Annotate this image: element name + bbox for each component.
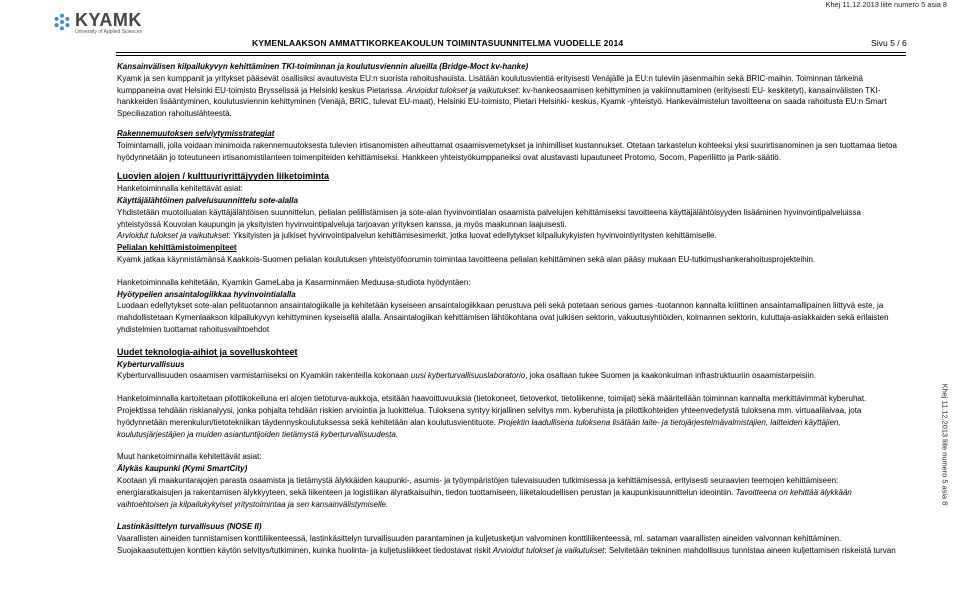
section-kv-results-text: : kv-hankeosaamisen kehittyminen ja vakiinnuttaminen (erityisesti EU- keskitetyt), kansainvälisten TKI-hankkeiden lisääntyminen, koulutusviennin kehittyminen (Venäjä, BRIC, tulevat EU-maat), Helsinki EU-toimisto, Pietari Helsinki- keskus, Kyamk -yhteistyö. Hankevalmistelun tavoitteena on saada rahoitusta EU:n Smart Speciliazation rahoituslähteestä. (117, 85, 887, 119)
kyber-pilot-paragraph (117, 393, 903, 440)
section-luovat-sub: Hanketoiminnalla kehitettävät asiat: (117, 184, 243, 194)
smartcity-text: Kootaan yli maakuntarajojen parasta osaamista ja tietämystä älykkäiden kaupunki-, asumis- ja työympäristöjen tulevaisuuden tutkimisessa ja kehittämisessä, erityisesti seuraavien teemojen kehittämiseen: energiaratkaisujen ja rakentamisen älykkyyteen, sekä liikenteen ja logistiikan älyratkaisuihin, tiedon tuottamiseen, liiketaloudellisen perustan ja kaupunkisuunnittelun ideointiin. (117, 475, 839, 497)
project-smartcity-title: Älykäs kaupunki (Kymi SmartCity) (117, 464, 248, 474)
logo-subtitle: University of Applied Sciences (75, 29, 142, 35)
nose-text: Vaarallisten aineiden tunnistamisen konttiliikenteessä, lastinkäsittelyn turvallisuuden parantaminen ja kuljetusketjun valvominen konttiliikenteessä, ml. sataman vaarallisten aineiden valvonnan kehittäminen. Suojakaasutettujen konttien käytön selvitys/tutkiminen, kuinka huolinta- ja kuljetusliikkeet tiedostavat riskit (117, 534, 842, 555)
page-number: Sivu 5 / 6 (871, 38, 907, 48)
archive-stamp-top: Khej 11.12.2013 liite numero 5 asia 8 (825, 0, 947, 9)
section-kv-paragraph (117, 73, 903, 120)
kyber-text-lab: uusi kyberturvallisuuslaboratorio (410, 371, 526, 381)
project-kyber-text (117, 370, 903, 382)
project-smartcity-text (117, 475, 903, 510)
project-palvelusuunnittelu-text: Yhdistetään muotoilualan käyttäjälähtöisen suunnittelun, pelialan pelillistämisen ja sote-alan hyvinvointialan osaamista palvelujen kehittämiseksi tavoitteena käyttäjälähtöisyyden lisääminen hyvinvointipalveluissa yhteistyössä Kouvolan kaupungin ja yksityisten hyvinvointipalveluja tarjoavan yrityksen kanssa, ja myös maakunnan laajuisesti. (117, 207, 861, 229)
pelialan-paragraph: Kyamk jatkaa käynnistämänsä Kaakkois-Suomen pelialan koulutuksen yhteistyöfoorumin toimintaa tavoitteena pelialan kehittäminen sekä alan pääsy mukaan EU-tutkimushankerahoitusprojekteihin. (117, 254, 816, 264)
section-kv-text: Kyamk ja sen kumppanit ja yritykset pääsevät osallisiksi avautuvista EU:n suorista rahoitushauista. Lisätään koulutusvientiä erityisesti Venäjälle ja EU:n tuleviin jäsenmaihin sekä BRIC-maihin. Toiminnan tärkeinä kumppaneina ovat Helsinki EU-toimisto Brysselissä ja Helsinki keskus Pietarissa. (117, 73, 863, 95)
project-kyber-title: Kyberturvallisuus (117, 359, 185, 369)
kyamk-logo (53, 10, 143, 38)
archive-stamp-side: Khej 11.12.2013 liite numero 5 asia 8 (940, 383, 950, 506)
section-muut-sub: Muut hanketoiminnalla kehitettävät asiat: (117, 452, 262, 462)
kyber-text-a: Kyberturvallisuuden osaamisen varmistamiseksi on Kyamkiin rakenteilla kokonaan (117, 371, 411, 381)
gamelab-intro: Hanketoiminnalla kehitetään, Kyamkin GameLaba ja Kasarminmäen Meduusa-studiota hyödyntäen: (117, 277, 471, 287)
document-body (117, 61, 903, 557)
section-teknologia-heading: Uudet teknologia-aihiot ja sovelluskohteet (117, 346, 298, 357)
project-palvelusuunnittelu-title: Käyttäjälähtöinen palvelusuunnittelu sote-alalla (117, 195, 298, 205)
project-palvelusuunnittelu-results (117, 230, 903, 242)
page-header-title: KYMENLAAKSON AMMATTIKORKEAKOULUN TOIMINTASUUNNITELMA VUODELLE 2014 (252, 38, 624, 48)
header-rule-top (116, 52, 906, 53)
kyber-pilot-quality: Projektin laadullisena tuloksena lisätään laite- ja tietojärjestelmävalmistajien, laitteiden käyttäjien, koulutusjärjestäjien ja muiden asiantuntijoiden tietämystä kyberturvallisuudesta. (117, 417, 841, 439)
results-text: : Yksityisten ja julkiset hyvinvointipalvelun kehittämisesimerkit, jotka luovat edellytykset kilpailukykyisten hyvinvointiyritysten kehittämiselle. (228, 231, 717, 241)
logo-name: KYAMK (75, 10, 142, 30)
project-nose-text (117, 533, 903, 557)
results-label: Arvioidut tulokset ja vaikutukset (117, 231, 229, 241)
section-rakennemuutos-paragraph: Toimintamalli, jolla voidaan minimoida rakennemuutoksesta tulevien irtisanomisten aiheuttamat osaamisvemetykset ja inhimilliset kustannukset. Otetaan tarkastelun kohteeksi yksi suurirtisanominen ja sen tuottamaa tietoa hyödynnetään jo toteutuneen irtisanomistilanteen toimenpiteiden kehittämiseksi. Hankkeen yhteistyökumppaneiksi ovat alustavasti lupautuneet Protomo, Socom, Paperiliitto ja Parik-säätiö. (117, 140, 897, 162)
kyamk-logo-mark-icon (53, 13, 71, 31)
section-rakennemuutos-title: Rakennemuutoksen selviytymisstrategiat (117, 128, 275, 138)
smartcity-goal: Tavoitteena on kehittää älykkään vaihtoehtoisen ja kilpailukykyiset yritystoimintaa ja sen kansainvälistymiselle. (117, 487, 852, 509)
section-kv-title: Kansainvälisen kilpailukyvyn kehittäminen TKI-toiminnan ja koulutusviennin alueilla (Bridge-Moct kv-hanke) (117, 62, 529, 71)
project-hyotypelit-title: Hyötypelien ansaintalogiikkaa hyvinvointialalla (117, 289, 296, 299)
kyber-pilot-text: Hanketoiminnalla kartoitetaan pilottikokeiluna eri alojen tietoturva-aukkoja, etsitään haavoittuvuuksia (tietokoneet, tietoverkot, tietoliikenne, toimijat) sekä määritellään toiminnan kannalta merkittävimmät kyberuhat. Projektissa tehdään riskianalyysi, jonka pohjalta tehdään riskien arviointia ja luokittelua. Tuloksena syntyy kirjallinen selvitys mm. kyberuhista ja pilottikohteiden yhteenvedetystä tuloksena mm. virtuaalilaivaa, jota hyödynnetään merenkulun/tietotekniikan täydennyskoulutuksessa sekä kehitetään alan koulutusvientituote. (117, 394, 867, 427)
project-nose-title: Lastinkäsittelyn turvallisuus (NOSE II) (117, 522, 262, 532)
nose-results-label: Arvioidut tulokset ja vaikutukset (492, 545, 605, 555)
project-hyotypelit-text: Luodaan edellytykset sote-alan pelituotannon ansaintalogiikalle ja kehitetään kyseiseen ansaintalogiikkaan perustuva peli sekä potetaan serious games -tuotannon kannalta kriittinen ansaintamallipainen liittyvä este, ja mahdollistetaan Kymenlaakson kilpailukyvyn kehittyminen kyseisellä alalla. Ansaintalogiikan kehittämisen lähtökohtana ovat julkisen sektorin, vakuutusyhtiöiden, kolmannen sektorin, kuluttaja-asiakkaiden sekä erilaisten yhdistelmien tuottamat rahoitusvaihtoehdot (117, 301, 889, 334)
section-kv-results-label: Arvioidut tulokset ja vaikutukset (406, 85, 519, 95)
pelialan-heading: Pelialan kehittämistoimenpiteet (117, 243, 237, 253)
section-luovat-heading: Luovien alojen / kulttuuriyrittäjyyden liiketoiminta (117, 171, 330, 182)
nose-results-text: : Selvitetään tekninen mahdollisuus tunnistaa aineen kuljettamisen riskeistä turvan (604, 545, 896, 555)
header-rule-bottom (116, 55, 906, 56)
kyber-text-b: , joka osaltaan tukee Suomen ja kaakonkulman infrastruktuuriin osaamistarpeisiin. (525, 371, 817, 381)
